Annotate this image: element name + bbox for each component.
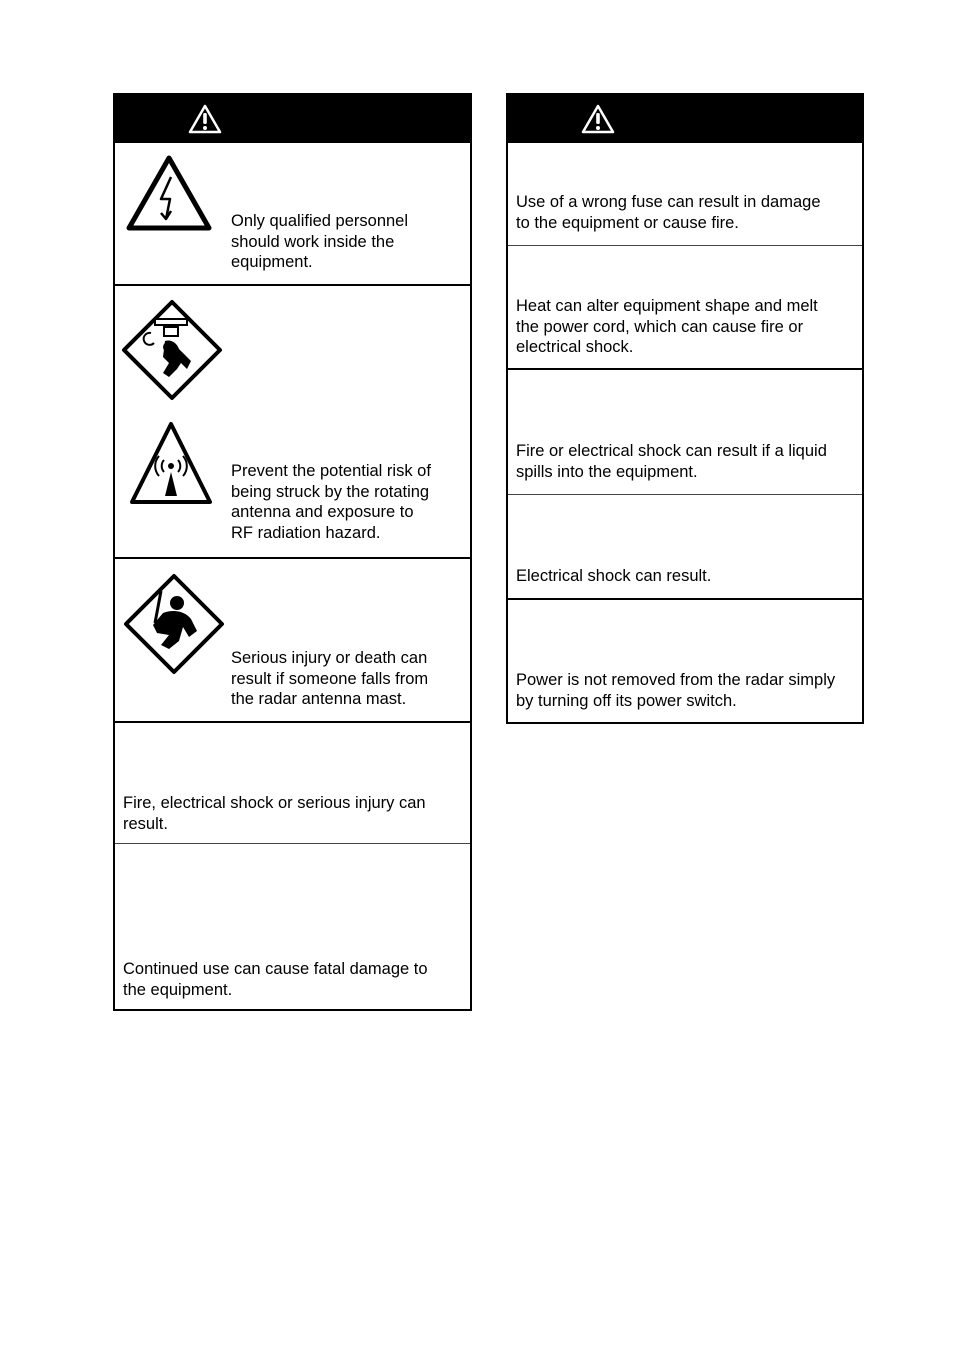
- divider: [508, 598, 862, 600]
- left-item-3-text: Serious injury or death can result if someone falls from the radar antenna mast.: [231, 649, 429, 709]
- electric-shock-icon: [125, 153, 213, 233]
- right-item-5-text: Power is not removed from the radar simply by turning off its power switch.: [516, 671, 836, 710]
- rf-radiation-icon: [128, 420, 214, 506]
- right-item-4-text: Electrical shock can result.: [516, 567, 712, 585]
- divider: [508, 245, 862, 246]
- warning-triangle-icon: [581, 104, 615, 134]
- left-item-1-text: Only qualified personnel should work inside the equipment.: [231, 212, 409, 272]
- divider: [115, 721, 470, 723]
- divider: [115, 284, 470, 286]
- left-item-5-text: Continued use can cause fatal damage to the equipment.: [123, 960, 428, 999]
- divider: [115, 843, 470, 844]
- left-item-4-text: Fire, electrical shock or serious injury can result.: [123, 794, 426, 833]
- warning-panel-left: [113, 93, 472, 1011]
- divider: [508, 368, 862, 370]
- rotating-antenna-icon: [121, 299, 223, 401]
- falling-person-icon: [123, 573, 225, 675]
- divider: [115, 557, 470, 559]
- right-item-1-text: Use of a wrong fuse can result in damage to the equipment or cause fire.: [516, 193, 821, 232]
- warning-triangle-icon: [188, 104, 222, 134]
- right-item-3-text: Fire or electrical shock can result if a liquid spills into the equipment.: [516, 442, 827, 481]
- left-item-2-text: Prevent the potential risk of being struck by the rotating antenna and exposure to RF radiation hazard.: [231, 462, 431, 543]
- warning-panel-right: [506, 93, 864, 724]
- right-item-2-text: Heat can alter equipment shape and melt the power cord, which can cause fire or electrical shock.: [516, 297, 818, 357]
- warning-header-right: [508, 95, 862, 143]
- warning-header-left: [115, 95, 470, 143]
- divider: [508, 494, 862, 495]
